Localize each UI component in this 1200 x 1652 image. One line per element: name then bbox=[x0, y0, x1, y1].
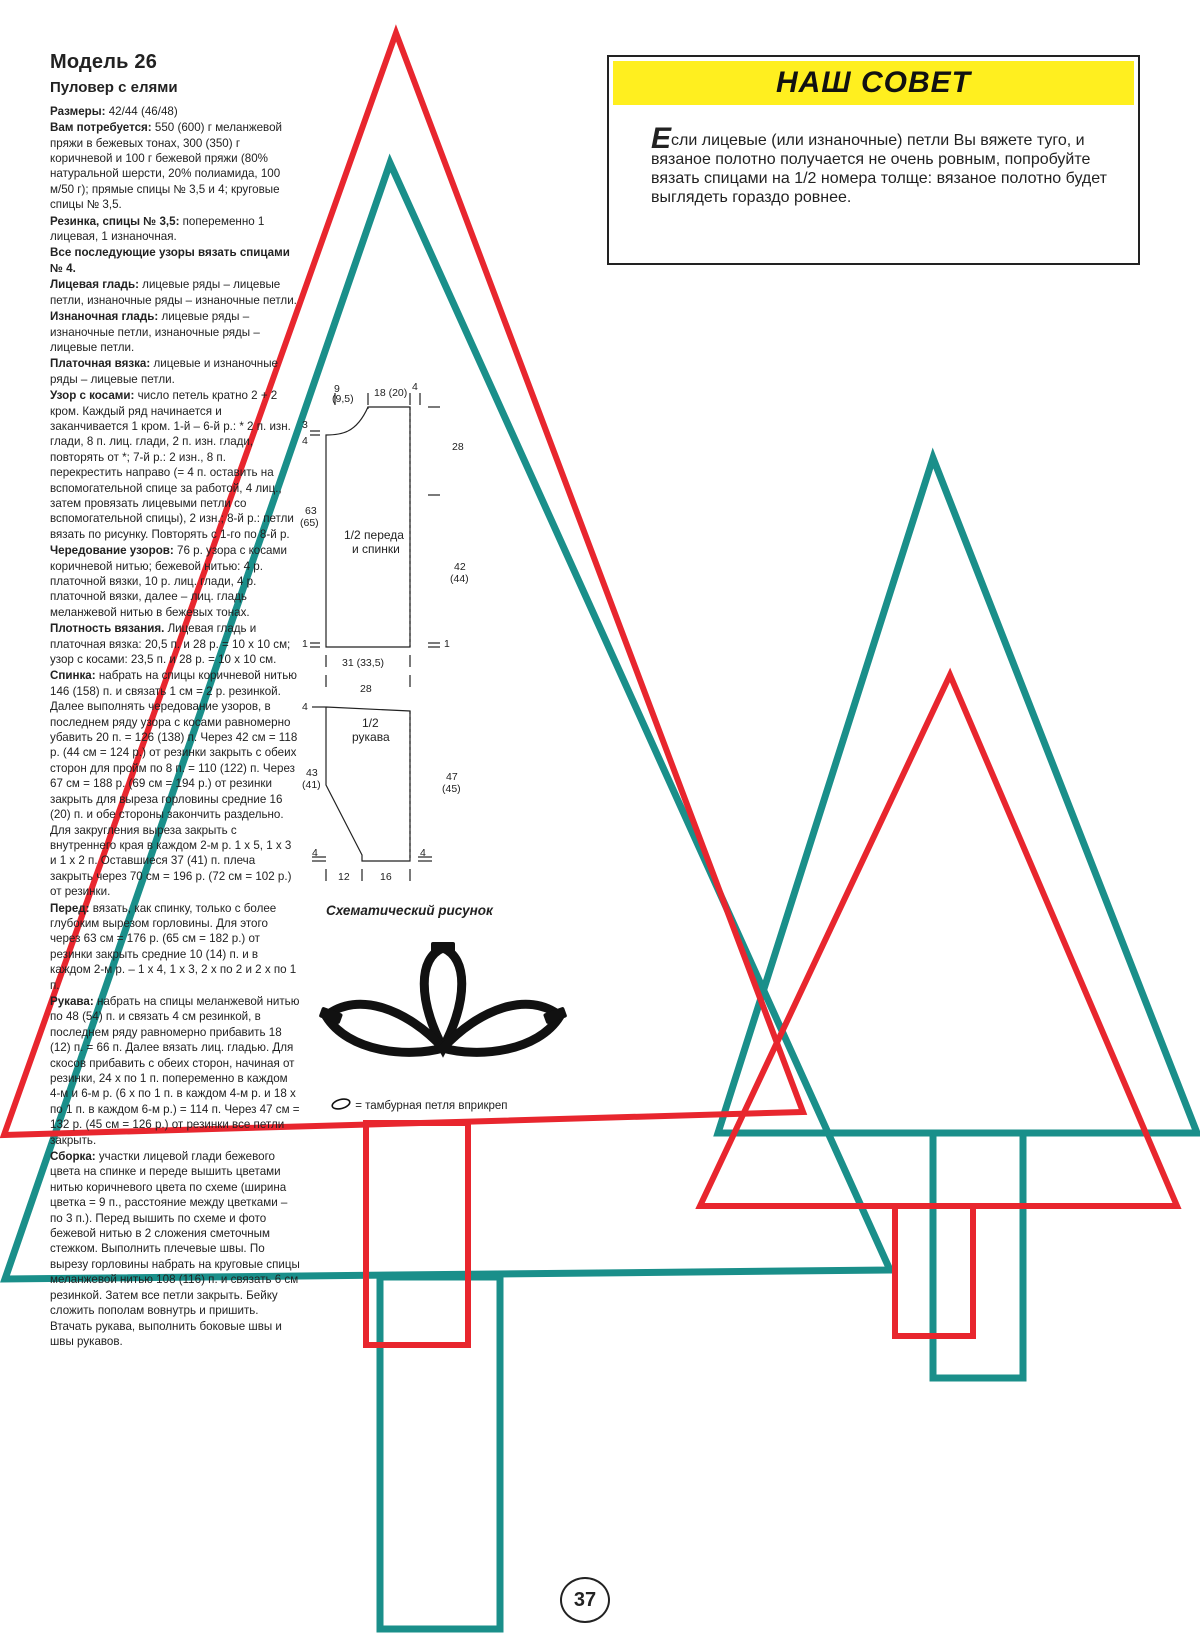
paragraph-text: 42/44 (46/48) bbox=[105, 104, 178, 118]
advice-body: сли лицевые (или изнаночные) петли Вы вяжете туго, и вязаное полотно получается не очень ровным, попробуйте вязать спицами на 1/2 номера толще: вязаное полотно будет выглядеть гораздо ровнее. bbox=[651, 132, 1107, 206]
dim-left-63-alt: (65) bbox=[300, 517, 319, 529]
paragraph-text: участки лицевой глади бежевого цвета на спинке и переде вышить цветами нитью коричневого цвета по схеме (ширина цветка = 9 п., расстояние между цветками – по 3 п.). Перед вышить по схеме и фото бежевой нитью в 2 сложения сметочным стежком. Выполнить плечевые швы. По вырезу горловины набрать на круговые спицы меланжевой нитью 108 (116) п. и связать 6 см резинкой. Затем все петли закрыть. Бейку сложить пополам вовнутрь и пришить. Втачать рукава, выполнить боковые швы и швы рукавов. bbox=[50, 1150, 300, 1348]
chain-stitch-icon bbox=[330, 1098, 352, 1110]
dim-body-width: 31 (33,5) bbox=[342, 657, 385, 669]
instruction-paragraph bbox=[50, 1149, 300, 1349]
instruction-paragraph bbox=[50, 309, 300, 355]
paragraph-text: попеременно 1 лицевая, 1 изнаночная. bbox=[50, 214, 265, 244]
dim-sleeve-right-47: 47 bbox=[446, 771, 458, 783]
paragraph-label: Резинка, спицы № 3,5: bbox=[50, 214, 180, 228]
paragraph-label: Вам потребуется: bbox=[50, 121, 152, 135]
instruction-paragraph bbox=[50, 214, 300, 245]
instruction-paragraph bbox=[50, 901, 300, 993]
instruction-paragraph bbox=[50, 356, 300, 387]
paragraph-label: Сборка: bbox=[50, 1150, 96, 1164]
instruction-paragraph bbox=[50, 994, 300, 1148]
body-label-1: 1/2 переда bbox=[344, 528, 404, 542]
dim-bottom-right-1: 1 bbox=[444, 638, 450, 650]
dim-right-42-alt: (44) bbox=[450, 573, 469, 585]
dim-top-right: 4 bbox=[412, 381, 418, 393]
instruction-paragraph bbox=[50, 388, 300, 542]
instruction-paragraph bbox=[50, 245, 300, 276]
paragraph-text: Лицевая гладь и платочная вязка: 20,5 п. и 28 р. = 10 х 10 см; узор с косами: 23,5 п. и 28 р. = 10 х 10 см. bbox=[50, 622, 291, 667]
instruction-paragraph bbox=[50, 277, 300, 308]
legend-text: = тамбурная петля вприкреп bbox=[355, 1100, 508, 1112]
red-tree-small bbox=[700, 675, 1177, 1206]
dim-left-top-2: 4 bbox=[302, 435, 308, 447]
advice-box bbox=[607, 55, 1140, 265]
dim-sleeve-bottom-right-4: 4 bbox=[420, 847, 426, 859]
dim-sleeve-left-43: 43 bbox=[306, 767, 318, 779]
paragraph-label: Размеры: bbox=[50, 104, 106, 118]
schematic-caption: Схематический рисунок bbox=[326, 903, 493, 918]
dim-left-top: 3 bbox=[302, 419, 308, 431]
dim-top-width: 18 (20) bbox=[374, 387, 408, 399]
dim-sleeve-top: 28 bbox=[360, 683, 372, 695]
paragraph-text: 550 (600) г меланжевой пряжи в бежевых тонах, 300 (350) г коричневой и 100 г бежевой пряжи (80% натуральной шерсти, 20% полиамида, 100 м/50 г); прямые спицы № 3,5 и 4; круговые спицы № 3,5. bbox=[50, 121, 282, 212]
paragraph-text: вязать, как спинку, только с более глубоким вырезом горловины. Для этого через 63 см = 176 р. (65 см = 182 р.) от резинки закрыть средние 10 (14) п. и в каждом 2-м р. – 1 х 4, 1 х 3, 2 х по 2 и 2 х по 1 п. bbox=[50, 901, 297, 992]
paragraph-label: Изнаночная гладь: bbox=[50, 310, 159, 324]
dim-neck: 9 bbox=[334, 383, 340, 395]
paragraph-label: Плотность вязания. bbox=[50, 622, 165, 636]
paragraph-label: Узор с косами: bbox=[50, 389, 135, 403]
pattern-schematic bbox=[300, 381, 500, 918]
paragraph-label: Платочная вязка: bbox=[50, 357, 151, 371]
advice-text bbox=[651, 122, 1120, 207]
paragraph-label: Рукава: bbox=[50, 994, 94, 1008]
paragraph-text: набрать на спицы коричневой нитью 146 (158) п. и связать 1 см = 2 р. резинкой. Далее выполнять чередование узоров, в последнем ряду узора с косами равномерно убавить 20 п. = 126 (138) п. Через 42 см = 118 р. (44 см = 124 р.) от резинки закрыть с обеих сторон для пройм по 8 п. = 110 (122) п. Через 67 см = 188 р. (69 см = 194 р.) от резинки закрыть для выреза горловины средние 16 (20) п. и обе стороны закончить раздельно. Для закругления выреза закрыть с внутреннего края в каждом 2-м р. 1 х 5, 1 х 3 и 1 х 2 п. Оставшиеся 37 (41) п. плеча закрыть через 70 см = 196 р. (72 см = 102 р.) от резинки. bbox=[50, 669, 298, 899]
model-subtitle: Пуловер с елями bbox=[50, 79, 178, 97]
flower-embroidery-scheme bbox=[318, 940, 578, 1080]
advice-header bbox=[613, 61, 1134, 105]
paragraph-label: Все последующие узоры вязать спицами № 4. bbox=[50, 246, 290, 275]
advice-title: НАШ СОВЕТ bbox=[775, 66, 972, 99]
legend bbox=[330, 1098, 508, 1112]
advice-drop-cap: Е bbox=[651, 122, 672, 155]
dim-neck-alt: (9,5) bbox=[332, 393, 354, 405]
dim-sleeve-left-43-alt: (41) bbox=[302, 779, 321, 791]
dim-sleeve-right-47-alt: (45) bbox=[442, 783, 461, 795]
dim-left-63: 63 bbox=[305, 505, 317, 517]
paragraph-text: число петель кратно 2 + 2 кром. Каждый ряд начинается и заканчивается 1 кром. 1-й – 6-й р.: * 2 п. изн. глади, 8 п. лиц. глади, 2 п. изн. глади, повторять от *; 7-й р.: 2 изн., 8 п. перекрестить направо (= 4 п. оставить на вспомогательной спице за работой, 4 лиц., затем провязать лицевыми петли со вспомогательной спицы), 2 изн.; 8-й р.: петли вязать по рисунку. Повторять с 1-го по 8-й р. bbox=[50, 389, 294, 541]
instruction-paragraph bbox=[50, 120, 300, 212]
paragraph-text: 76 р. узора с косами коричневой нитью; бежевой нитью: 4 р. платочной вязки, 10 р. лиц. глади, 4 р. платочной вязки, далее – лиц. гладь меланжевой нитью в бежевых тонах. bbox=[50, 544, 287, 619]
model-title: Модель 26 bbox=[50, 51, 158, 73]
paragraph-text: набрать на спицы меланжевой нитью по 48 (54) п. и связать 4 см резинкой, в последнем ряду равномерно прибавить 18 (12) п. = 66 п. Далее вязать лиц. гладью. Для скосов прибавить с обеих сторон, начиная от резинки, 24 х по 1 п. попеременно в каждом 4-м и 6-м р. (6 х по 1 п. в каждом 4-м р. и 18 х по 1 п. в каждом 6-м р.) = 114 п. Через 47 см = 132 р. (45 см = 126 р.) от резинки все петли закрыть. bbox=[50, 994, 300, 1147]
instruction-paragraphs bbox=[50, 104, 300, 1350]
sleeve-label-2: рукава bbox=[352, 730, 390, 744]
schematic-lines bbox=[300, 385, 500, 895]
paragraph-label: Перед: bbox=[50, 901, 90, 915]
dim-bottom-left-1: 1 bbox=[302, 638, 308, 650]
instructions-column bbox=[50, 51, 300, 1350]
instruction-paragraph bbox=[50, 104, 300, 119]
paragraph-label: Лицевая гладь: bbox=[50, 278, 139, 292]
body-label-2: и спинки bbox=[352, 542, 400, 556]
paragraph-text: лицевые ряды – изнаночные петли, изнаночные ряды – лицевые петли. bbox=[50, 310, 260, 354]
dim-sleeve-left-4: 4 bbox=[302, 701, 308, 713]
paragraph-label: Чередование узоров: bbox=[50, 544, 174, 558]
instruction-paragraph bbox=[50, 621, 300, 667]
sleeve-label-1: 1/2 bbox=[362, 716, 379, 730]
dim-sleeve-bottom-16: 16 bbox=[380, 871, 392, 883]
dim-right-42: 42 bbox=[454, 561, 466, 573]
dim-sleeve-bottom-left-4: 4 bbox=[312, 847, 318, 859]
paragraph-text: лицевые ряды – лицевые петли, изнаночные ряды – изнаночные петли. bbox=[50, 278, 297, 307]
dim-sleeve-bottom-12: 12 bbox=[338, 871, 350, 883]
page-number-text: 37 bbox=[573, 1588, 597, 1611]
paragraph-label: Спинка: bbox=[50, 669, 96, 683]
paragraph-text: лицевые и изнаночные ряды – лицевые петли. bbox=[50, 357, 278, 386]
teal-tree-right bbox=[718, 458, 1197, 1133]
page-number bbox=[560, 1577, 610, 1623]
instruction-paragraph bbox=[50, 668, 300, 899]
dim-right-28: 28 bbox=[452, 441, 464, 453]
teal-trunk-large bbox=[380, 1277, 500, 1629]
teal-trunk-right bbox=[933, 1133, 1023, 1378]
instruction-paragraph bbox=[50, 543, 300, 620]
